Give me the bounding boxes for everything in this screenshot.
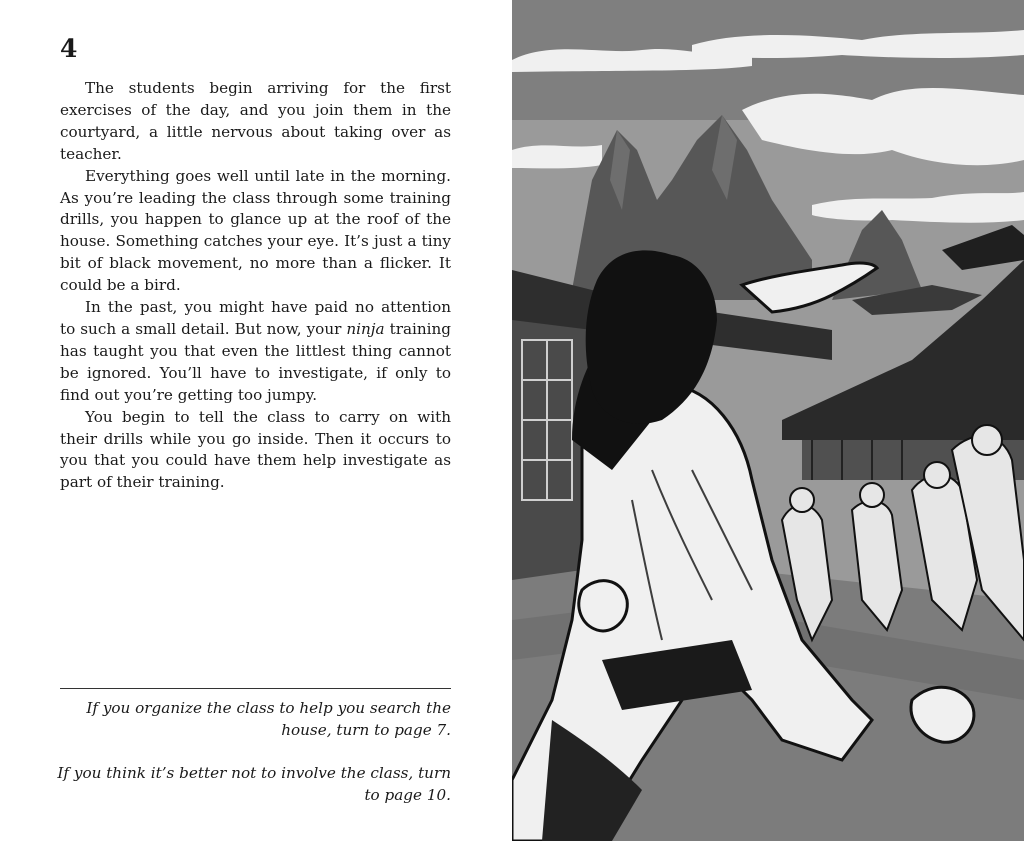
paragraph: Everything goes well until late in the morning. As you’re leading the class through some training drills, you happen to glance up at the roof of the house. Something catches your eye. It’s just a tiny bit of black movement, no more than a flicker. It could be a bird. — [60, 166, 451, 295]
page-number: 4 — [60, 34, 78, 63]
paragraph: You begin to tell the class to carry on with their drills while you go inside. Then it occurs to you that you could have them help investigate as part of their training. — [60, 407, 451, 492]
illustration-drawing — [512, 0, 1024, 841]
choice-turn-to-page-10[interactable]: If you think it’s better not to involve the class, turn to page 10. — [57, 764, 451, 804]
choice-divider — [60, 688, 451, 689]
choice-turn-to-page-7[interactable]: If you organize the class to help you search the house, turn to page 7. — [86, 699, 451, 739]
story-text — [60, 78, 451, 494]
paragraph: In the past, you might have paid no attention to such a small detail. But now, your ninja training has taught you that even the littlest thing cannot be ignored. You’ll have to investigate, if only to find out you’re getting too jumpy. — [60, 298, 452, 404]
paragraph: The students begin arriving for the first exercises of the day, and you join them in the courtyard, a little nervous about taking over as teacher. — [60, 79, 451, 163]
illustration-ninja-courtyard — [512, 0, 1024, 841]
emphasis-word: ninja — [346, 319, 385, 338]
